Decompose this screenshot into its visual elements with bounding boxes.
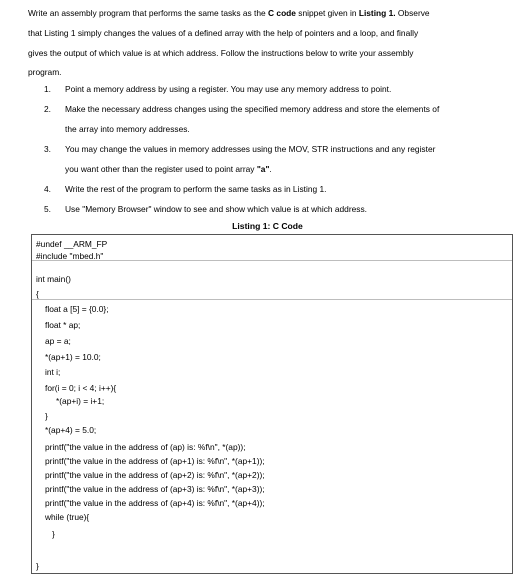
code-line: float * ap; [45, 320, 81, 330]
code-line: printf("the value in the address of (ap+2) is: %f\n", *(ap+2)); [45, 470, 265, 480]
code-line: } [36, 561, 39, 571]
code-line: int i; [45, 367, 61, 377]
instruction-text: Write the rest of the program to perform the same tasks as in Listing 1. [65, 184, 327, 194]
listing-caption-text: Listing 1: C Code [232, 221, 303, 231]
instruction-text: you want other than the register used to point array [65, 164, 257, 174]
code-line: { [36, 289, 39, 299]
instruction-item [44, 139, 512, 179]
intro-bold-listing: Listing 1. [358, 8, 396, 18]
divider [32, 299, 512, 300]
instruction-text: Make the necessary address changes using the specified memory address and store the elements of [65, 104, 440, 114]
instruction-text: Point a memory address by using a register. You may use any memory address to point. [65, 84, 392, 94]
instruction-list [44, 79, 512, 219]
instruction-item [44, 99, 512, 139]
listing-caption [0, 219, 527, 233]
code-line: printf("the value in the address of (ap+1) is: %f\n", *(ap+1)); [45, 456, 265, 466]
code-line: *(ap+4) = 5.0; [45, 425, 97, 435]
instruction-text-continued [65, 159, 512, 179]
code-line: ap = a; [45, 336, 71, 346]
code-line: float a [5] = {0.0}; [45, 304, 109, 314]
instruction-bold-array-name: "a" [256, 164, 270, 174]
intro-text: snippet given in [295, 8, 359, 18]
code-line: #undef __ARM_FP [36, 239, 108, 249]
instruction-number: 3. [44, 144, 51, 154]
code-line: *(ap+i) = i+1; [56, 396, 105, 406]
intro-line-3: gives the output of which value is at which address. Follow the instructions below to write your assembly [28, 47, 414, 58]
code-line: printf("the value in the address of (ap+4) is: %f\n", *(ap+4)); [45, 498, 265, 508]
code-line: for(i = 0; i < 4; i++){ [45, 383, 117, 393]
instruction-number: 4. [44, 184, 51, 194]
instruction-number: 1. [44, 84, 51, 94]
instruction-text: Use "Memory Browser" window to see and show which value is at which address. [65, 204, 367, 214]
code-line: #include "mbed.h" [36, 251, 104, 261]
code-line: printf("the value in the address of (ap+3) is: %f\n", *(ap+3)); [45, 484, 265, 494]
code-line: *(ap+1) = 10.0; [45, 352, 101, 362]
intro-text: Observe [395, 8, 430, 18]
code-line: while (true){ [45, 512, 90, 522]
code-line: printf("the value in the address of (ap) is: %f\n", *(ap)); [45, 442, 246, 452]
code-line: int main() [36, 274, 71, 284]
intro-paragraph [28, 4, 512, 83]
instruction-text: . [269, 164, 272, 174]
instruction-item [44, 79, 512, 99]
instruction-number: 5. [44, 204, 51, 214]
intro-line-1 [28, 4, 512, 24]
instruction-number: 2. [44, 104, 51, 114]
intro-line-4: program. [28, 67, 62, 78]
intro-bold-c-code: C code [268, 8, 296, 18]
intro-line-2: that Listing 1 simply changes the values of a defined array with the help of pointers and a loop, and finally [28, 27, 419, 38]
instruction-text: You may change the values in memory addresses using the MOV, STR instructions and any register [65, 144, 436, 154]
code-line: } [52, 529, 55, 539]
code-listing-box [31, 234, 513, 574]
code-line: } [45, 411, 48, 421]
instruction-text: the array into memory addresses. [65, 124, 190, 134]
intro-text: Write an assembly program that performs the same tasks as the [28, 8, 269, 18]
instruction-item [44, 199, 512, 219]
divider [32, 260, 512, 261]
instruction-item [44, 179, 512, 199]
